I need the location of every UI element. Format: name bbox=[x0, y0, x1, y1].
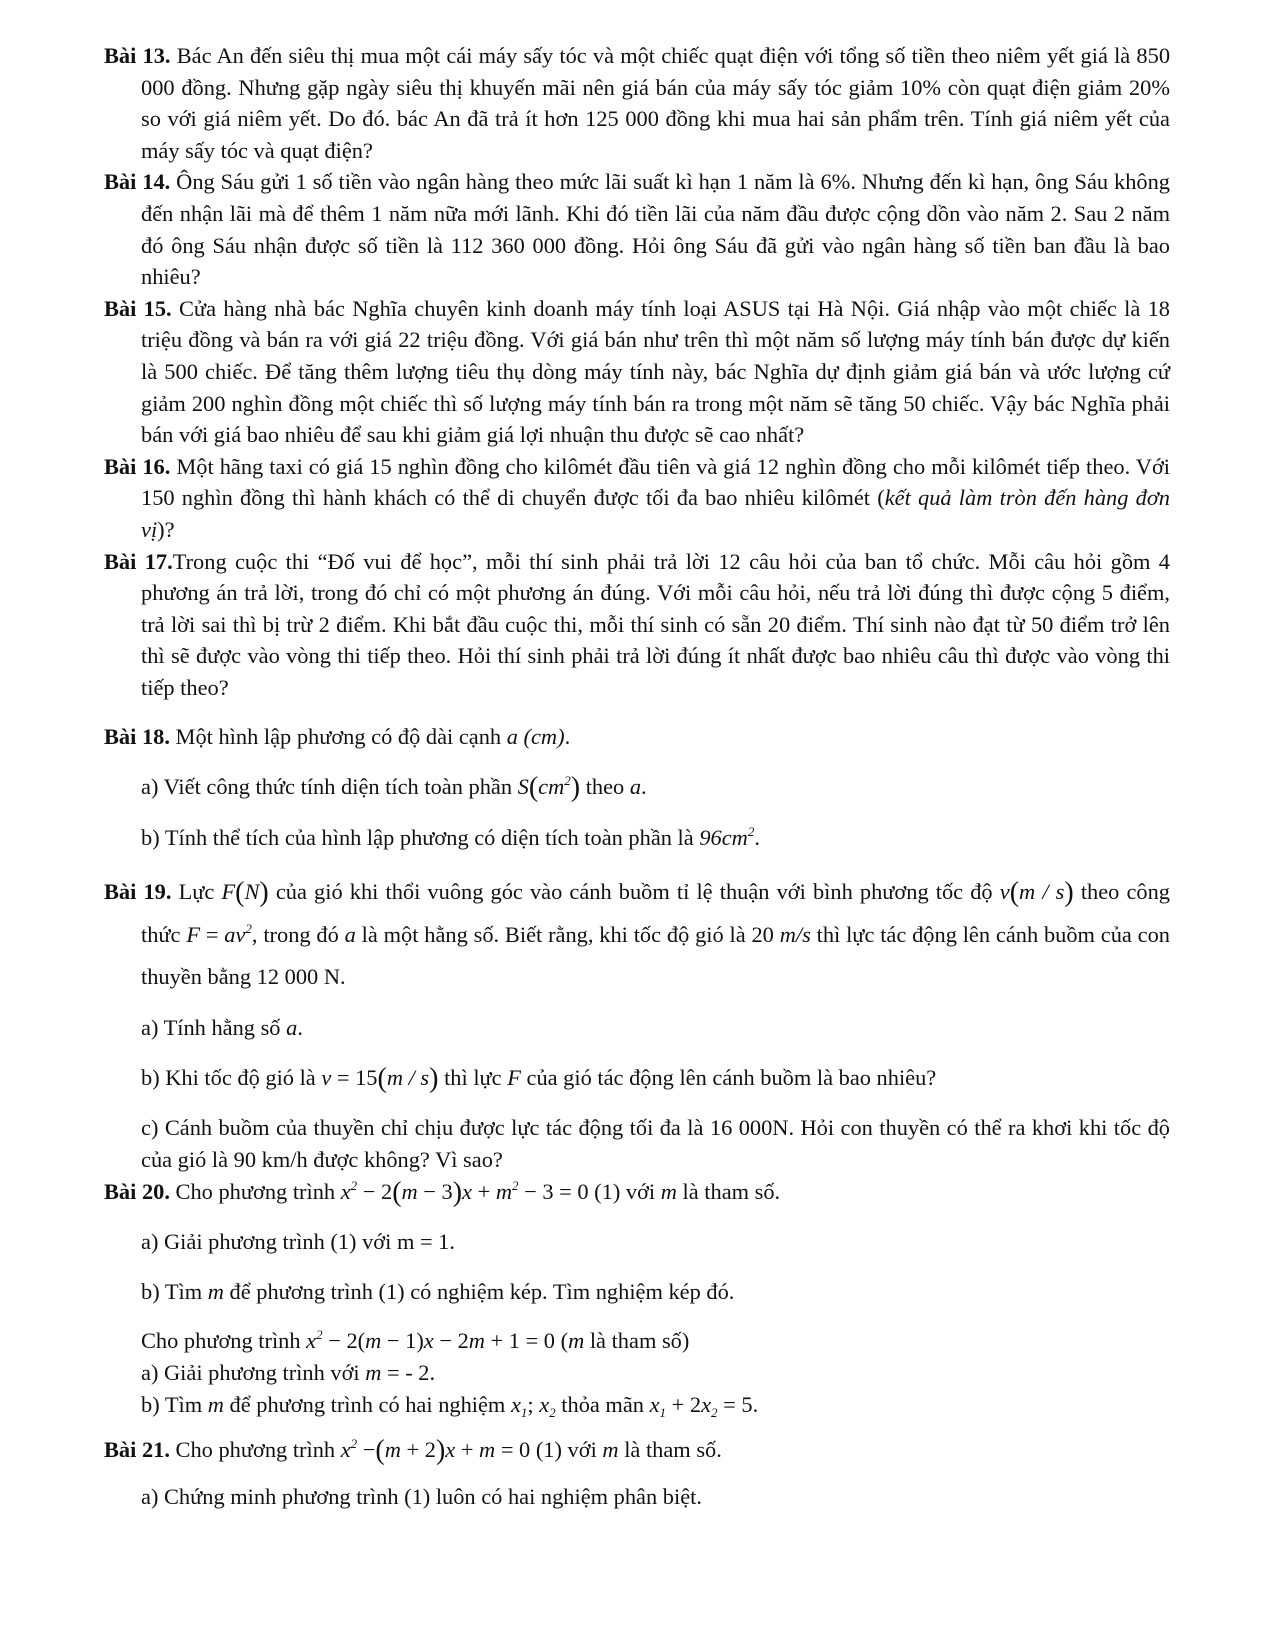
formula-force: F(N) bbox=[221, 877, 269, 909]
problem-21-a: a) Chứng minh phương trình (1) luôn có hai nghiệm phân biệt. bbox=[141, 1483, 702, 1509]
problem-16-italic-note: kết quả làm tròn đến hàng đơn vị bbox=[141, 485, 1170, 542]
problem-20-text3: là tham số. bbox=[676, 1178, 781, 1204]
formula-equation-21: $x^2 -(m + 2)x + m = 0$ bbox=[340, 1435, 531, 1467]
problem-15 bbox=[104, 293, 1170, 451]
formula-equation-20b: $x^2 - 2(m - 1)x - 2m + 1 = 0$ bbox=[306, 1327, 555, 1354]
problem-20-d1: a) Giải phương trình với bbox=[141, 1360, 366, 1385]
formula-root-condition: $x_1 + 2x_2 = 5$ bbox=[649, 1391, 753, 1420]
formula-v-15: v = 15(m / s) bbox=[321, 1062, 439, 1094]
problem-19-c: c) Cánh buồm của thuyền chỉ chịu được lực tác động tối đa là 16 000N. Hỏi con thuyền có thể ra khơi khi tốc độ của gió là 90 km/h được không? Vì sao? bbox=[141, 1115, 1170, 1173]
problem-21-text3: là tham số. bbox=[618, 1437, 722, 1463]
problem-18-a-var: a bbox=[629, 774, 642, 800]
problem-19-text3: theo công thức bbox=[141, 879, 1171, 948]
problem-19-b3: của gió tác động lên cánh buồm là bao nhiêu? bbox=[520, 1064, 937, 1090]
problem-18-a-end: theo bbox=[580, 774, 630, 800]
problem-20-second-equation bbox=[104, 1325, 1170, 1357]
formula-equation-20: $x^2 - 2(m - 3)x + m^2 - 3 = 0$ bbox=[340, 1176, 589, 1208]
problem-20-b2: để phương trình (1) có nghiệm kép. Tìm nghiệm kép đó. bbox=[223, 1278, 735, 1304]
problem-19-unit-ms: m/s bbox=[779, 922, 811, 948]
problem-15-text: Cửa hàng nhà bác Nghĩa chuyên kinh doanh máy tính loại ASUS tại Hà Nội. Giá nhập vào một chiếc là 18 triệu đồng và bán ra với giá 22 triệu đồng. Với giá bán như trên thì một năm số lượng máy tính bán được dự kiến là 500 chiếc. Để tăng thêm lượng tiêu thụ dòng máy tính này, bác Nghĩa dự định giảm giá bán và ước lượng cứ giảm 200 nghìn đồng một chiếc thì số lượng máy tính bán ra trong một năm sẽ tăng 50 chiếc. Vậy bác Nghĩa phải bán với giá bao nhiêu để sau khi giảm giá lợi nhuận thu được sẽ cao nhất? bbox=[141, 295, 1171, 448]
problem-14-label: Bài 14. bbox=[104, 169, 171, 195]
problem-21-part-a bbox=[104, 1481, 1170, 1513]
problem-19-text2: của gió khi thổi vuông góc vào cánh buồm tỉ lệ thuận với bình phương tốc độ bbox=[268, 879, 1000, 905]
formula-surface-area: $S(cm^2)$ bbox=[517, 772, 581, 804]
formula-velocity-unit: v(m / s) bbox=[999, 877, 1074, 909]
problem-16-text: Một hãng taxi có giá 15 nghìn đồng cho kilômét đầu tiên và giá 12 nghìn đồng cho mỗi kilômét tiếp theo. Với 150 nghìn đồng thì hành khách có thể di chuyển được tối đa bao nhiêu kilômét ( bbox=[141, 453, 1171, 511]
problem-19-b1: b) Khi tốc độ gió là bbox=[141, 1064, 322, 1090]
problem-20-b1: b) Tìm bbox=[141, 1278, 208, 1304]
problem-19-b2: thì lực bbox=[438, 1064, 508, 1090]
formula-roots: $x_1$; $x_2$ bbox=[510, 1391, 556, 1420]
problem-20-part-b bbox=[104, 1276, 1170, 1308]
problem-20-e1: b) Tìm bbox=[141, 1391, 208, 1417]
problem-18-end: . bbox=[564, 724, 571, 750]
problem-17-text: Trong cuộc thi “Đố vui để học”, mỗi thí sinh phải trả lời 12 câu hỏi của ban tổ chức. Mỗi câu hỏi gồm 4 phương án trả lời, trong đó chỉ có một phương án đúng. Với mỗi câu hỏi, nếu trả lời đúng thì được cộng 5 điểm, trả lời sai thì bị trừ 2 điểm. Khi bắt đầu cuộc thi, mỗi thí sinh có sẵn 20 điểm. Thí sinh nào đạt từ 50 điểm trở lên thì sẽ được vào vòng thi tiếp theo. Hỏi thí sinh phải trả lời đúng ít nhất được bao nhiêu câu thì được vào vòng thi tiếp theo? bbox=[141, 548, 1170, 700]
problem-20-part-b2: b) Tìm m để phương trình có hai nghiệm $x_1$; $x_2$ thỏa mãn $x_1 + 2x_2 = 5$. bbox=[141, 1391, 759, 1420]
problem-13-text: Bác An đến siêu thị mua một cái máy sấy tóc và một chiếc quạt điện với tổng số tiền theo niêm yết giá là 850 000 đồng. Nhưng gặp ngày siêu thị khuyến mãi nên giá bán của máy sấy tóc giảm 10% còn quạt điện giảm 20% so với giá niêm yết. Do đó. bác An đã trả ít hơn 125 000 đồng khi mua hai sản phẩm trên. Tính giá niêm yết của máy sấy tóc và quạt điện? bbox=[141, 43, 1171, 163]
problem-19-text6: thì lực tác động lên cánh buồm của con thuyền bằng 12 000 N. bbox=[141, 922, 1171, 990]
problem-19-a-text: a) Tính hằng số bbox=[141, 1015, 287, 1041]
problem-18-part-b bbox=[104, 822, 1170, 854]
problem-19-part-a: a) Tính hằng số a. bbox=[141, 1015, 303, 1041]
problem-16-end: )? bbox=[157, 516, 175, 542]
problem-20-b-param: m bbox=[207, 1278, 224, 1304]
problem-18-a-dot: . bbox=[641, 774, 647, 800]
problem-20-e2: để phương trình có hai nghiệm bbox=[223, 1391, 511, 1417]
problem-19-b-var: F bbox=[507, 1064, 521, 1090]
problem-21 bbox=[104, 1434, 1170, 1467]
problem-19-text1: Lực bbox=[171, 879, 222, 905]
problem-20-text2: (1) với bbox=[588, 1178, 661, 1204]
problem-21-text1: Cho phương trình bbox=[169, 1437, 341, 1463]
problem-20-label: Bài 20. bbox=[104, 1178, 170, 1204]
problem-18-b-text: b) Tính thể tích của hình lập phương có diện tích toàn phần là bbox=[141, 824, 700, 850]
problem-19-part-c bbox=[104, 1112, 1170, 1175]
problem-20-d-param: m bbox=[365, 1360, 382, 1385]
problem-20-c-param: m bbox=[568, 1328, 585, 1354]
problem-13 bbox=[104, 40, 1170, 166]
formula-96cm2: $96cm^2$ bbox=[699, 823, 755, 850]
problem-19-text5: là một hằng số. Biết rằng, khi tốc độ gió là 20 bbox=[355, 922, 780, 948]
problem-19-label: Bài 19. bbox=[104, 879, 172, 905]
problem-18-a-text: a) Viết công thức tính diện tích toàn phần bbox=[141, 774, 518, 800]
problem-21-text2: (1) với bbox=[530, 1437, 603, 1463]
problem-13-label: Bài 13. bbox=[104, 43, 171, 68]
problem-20-a: a) Giải phương trình (1) với m = 1. bbox=[141, 1229, 455, 1255]
problem-19-const-a: a bbox=[344, 922, 356, 948]
problem-19-a-var: a bbox=[286, 1015, 298, 1041]
problem-20-e3: thỏa mãn bbox=[555, 1391, 650, 1417]
problem-20-e-param: m bbox=[207, 1391, 224, 1417]
problem-20-c1: Cho phương trình bbox=[141, 1328, 307, 1354]
problem-20 bbox=[104, 1176, 1170, 1209]
problem-20-c2: ( bbox=[555, 1328, 569, 1354]
problem-16 bbox=[104, 451, 1170, 546]
problem-20-param: m bbox=[660, 1178, 677, 1204]
problem-14-text: Ông Sáu gửi 1 số tiền vào ngân hàng theo mức lãi suất kì hạn 1 năm là 6%. Nhưng đến kì hạn, ông Sáu không đến nhận lãi mà để thêm 1 năm nữa mới lãnh. Khi đó tiền lãi của năm đầu được cộng dồn vào năm 2. Sau 2 năm đó ông Sáu nhận được số tiền là 112 360 000 đồng. Hỏi ông Sáu đã gửi vào ngân hàng số tiền ban đầu là bao nhiêu? bbox=[141, 169, 1171, 290]
problem-15-label: Bài 15. bbox=[104, 295, 172, 321]
problem-20-part-a2 bbox=[104, 1357, 1170, 1389]
document-page bbox=[104, 40, 1170, 1512]
problem-20-d2: = - 2. bbox=[381, 1360, 436, 1385]
problem-18-var: a bbox=[506, 724, 518, 750]
problem-18 bbox=[104, 721, 1170, 753]
problem-20-text1: Cho phương trình bbox=[169, 1178, 341, 1204]
formula-force-law: $F = av^2$ bbox=[186, 921, 252, 948]
problem-20-c3: là tham số) bbox=[584, 1328, 690, 1354]
problem-21-label: Bài 21. bbox=[104, 1437, 170, 1463]
problem-19-part-b bbox=[104, 1062, 1170, 1095]
problem-16-label: Bài 16. bbox=[104, 453, 171, 479]
problem-19-text4: , trong đó bbox=[251, 922, 345, 948]
problem-18-part-a bbox=[104, 771, 1170, 804]
problem-18-b-end: . bbox=[754, 824, 760, 850]
problem-14 bbox=[104, 166, 1170, 292]
problem-18-unit: (cm) bbox=[523, 724, 565, 750]
problem-17-label: Bài 17. bbox=[104, 548, 173, 574]
problem-21-param: m bbox=[602, 1437, 619, 1463]
problem-18-text: Một hình lập phương có độ dài cạnh bbox=[169, 724, 507, 750]
problem-19 bbox=[104, 871, 1170, 998]
problem-17 bbox=[104, 546, 1170, 704]
problem-18-label: Bài 18. bbox=[104, 724, 170, 750]
problem-20-part-a bbox=[104, 1226, 1170, 1258]
